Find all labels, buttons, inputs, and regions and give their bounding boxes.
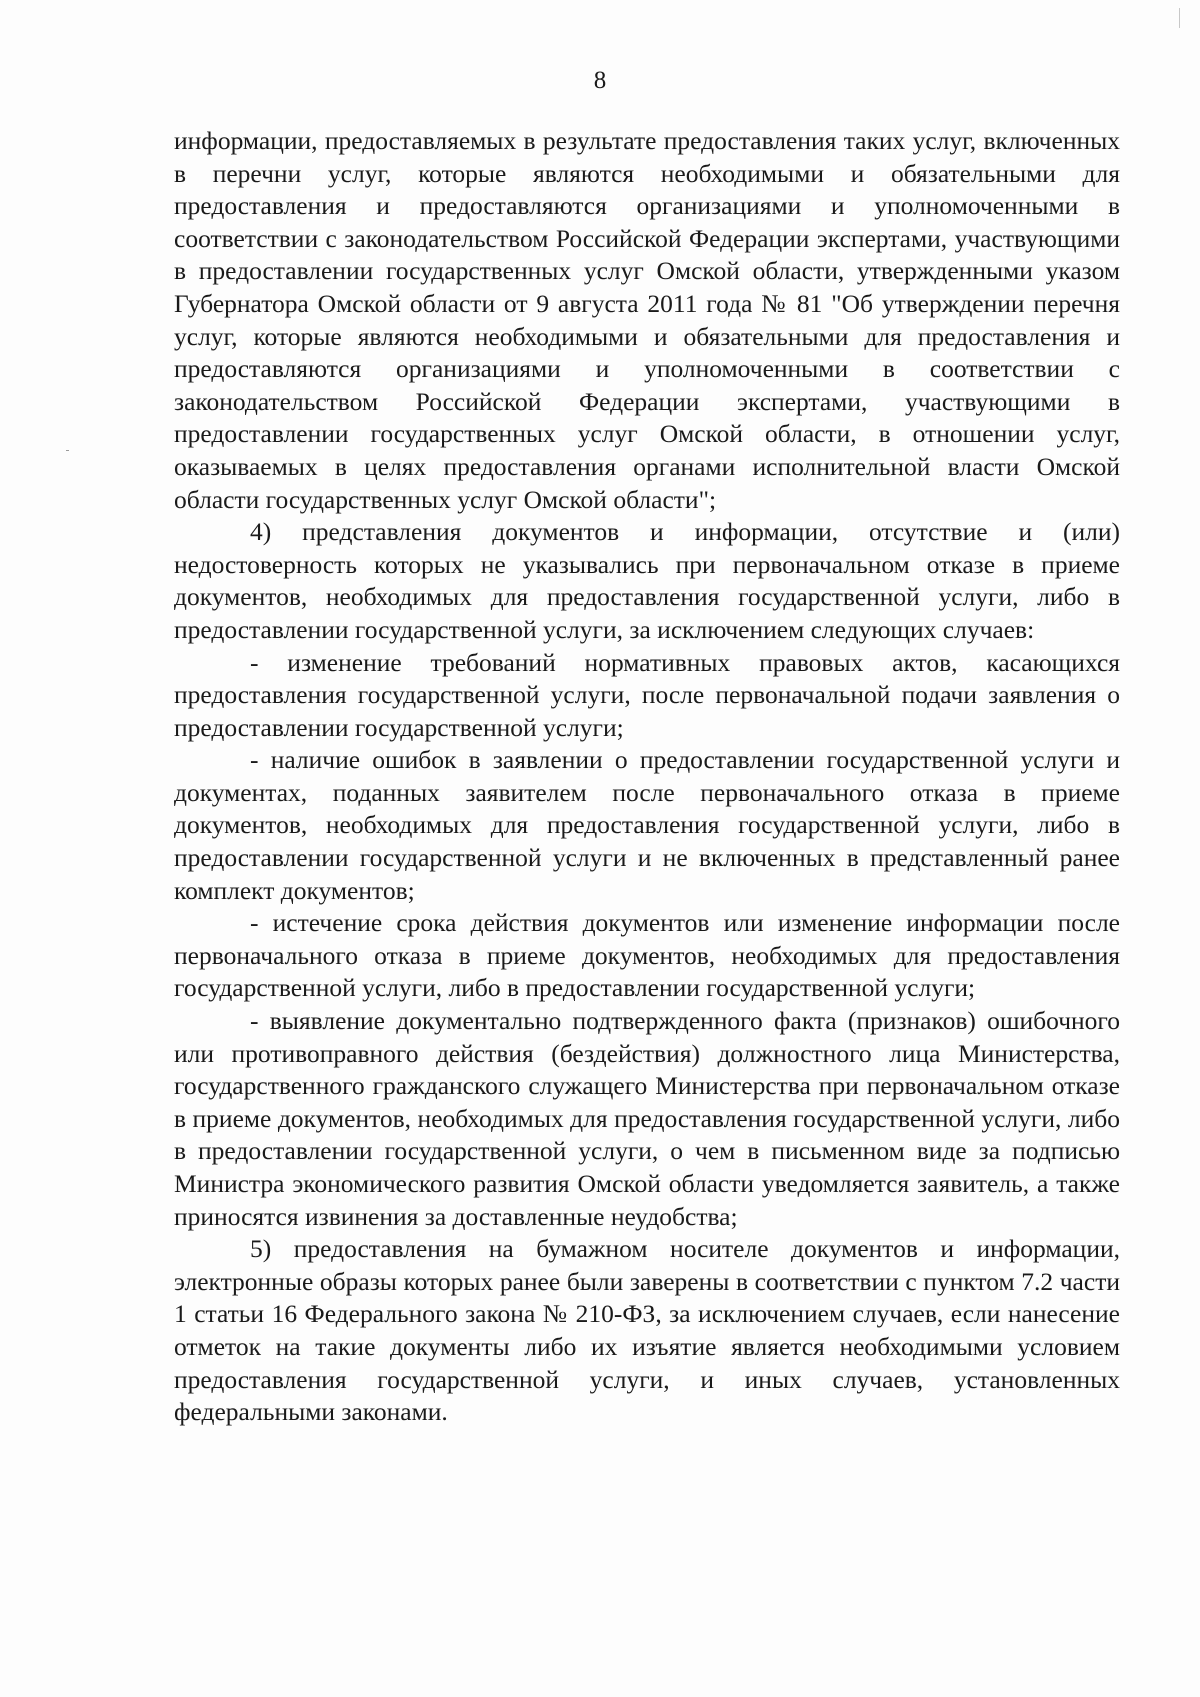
paragraph-case-misconduct: - выявление документально подтвержденного факта (признаков) ошибочного или противоправного действия (бездействия) должностного лица Министерства, государственного гражданского служащего Министерства при первоначальном отказе в приеме документов, необходимых для предоставления государственной услуги, либо в предоставлении государственной услуги, о чем в письменном виде за подписью Министра экономического развития Омской области уведомляется заявитель, а также приносятся извинения за доставленные неудобства; [174,1006,1120,1231]
paragraph-continuation: информации, предоставляемых в результате предоставления таких услуг, включенных в перечни услуг, которые являются необходимыми и обязательными для предоставления и предоставляются организациями и уполномоченными в соответствии с законодательством Российской Федерации экспертами, участвующими в предоставлении государственных услуг Омской области, утвержденными указом Губернатора Омской области от 9 августа 2011 года № 81 "Об утверждении перечня услуг, которые являются необходимыми и обязательными для предоставления и предоставляются организациями и уполномоченными в соответствии с законодательством Российской Федерации экспертами, участвующими в предоставлении государственных услуг Омской области, в отношении услуг, оказываемых в целях предоставления органами исполнительной власти Омской области государственных услуг Омской области"; [174,126,1120,514]
scan-margin-mark [1179,8,1180,28]
paragraph-case-expiry: - истечение срока действия документов или изменение информации после первоначального отказа в приеме документов, необходимых для предоставления государственной услуги, либо в предоставлении государственной услуги; [174,908,1120,1003]
page-number: 8 [593,67,607,94]
scan-margin-dot [66,450,69,451]
paragraph-case-requirements-change: - изменение требований нормативных правовых актов, касающихся предоставления государственной услуги, после первоначальной подачи заявления о предоставлении государственной услуги; [174,647,1120,742]
document-body [174,125,1120,1429]
paragraph-item-4: 4) представления документов и информации, отсутствие и (или) недостоверность которых не указывались при первоначальном отказе в приеме документов, необходимых для предоставления государственной услуги, либо в предоставлении государственной услуги, за исключением следующих случаев: [174,517,1120,644]
paragraph-item-5: 5) предоставления на бумажном носителе документов и информации, электронные образы которых ранее были заверены в соответствии с пунктом 7.2 части 1 статьи 16 Федерального закона № 210-ФЗ, за исключением случаев, если нанесение отметок на такие документы либо их изъятие является необходимыми условием предоставления государственной услуги, и иных случаев, установленных федеральными законами. [174,1234,1120,1427]
paragraph-case-errors: - наличие ошибок в заявлении о предоставлении государственной услуги и документах, поданных заявителем после первоначального отказа в приеме документов, необходимых для предоставления государственной услуги, либо в предоставлении государственной услуги и не включенных в представленный ранее комплект документов; [174,745,1120,905]
